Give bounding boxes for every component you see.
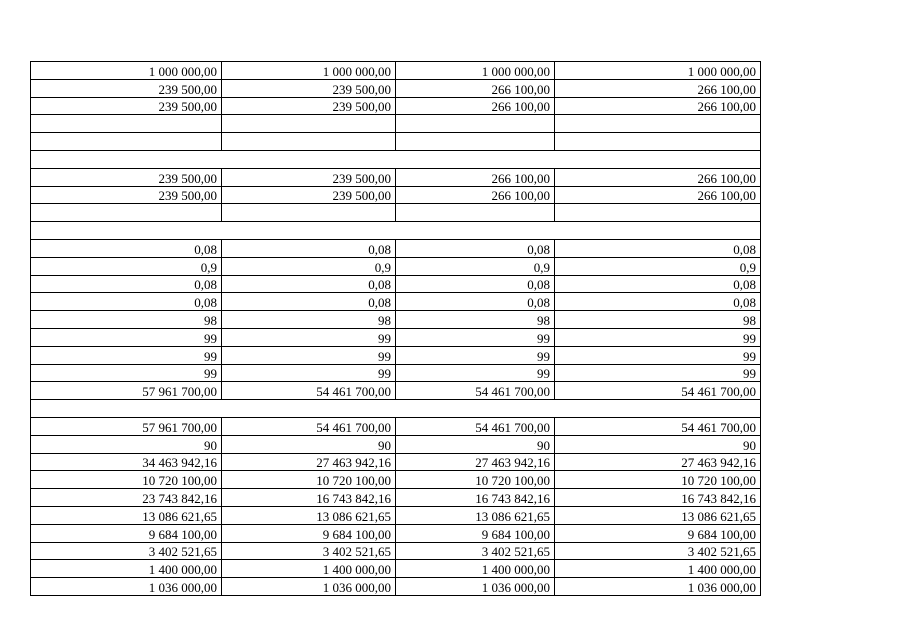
table-cell-col-2[interactable] [222, 133, 396, 151]
table-cell-col-2[interactable]: 239 500,00 [222, 79, 396, 97]
table-cell-col-3[interactable]: 1 036 000,00 [396, 578, 555, 596]
table-cell-col-2[interactable]: 54 461 700,00 [222, 417, 396, 435]
table-cell-col-3[interactable]: 13 086 621,65 [396, 506, 555, 524]
table-row [31, 506, 761, 524]
table-cell-col-3[interactable]: 0,08 [396, 239, 555, 257]
table-row [31, 168, 761, 186]
table-cell-col-1[interactable]: 1 000 000,00 [31, 62, 222, 80]
table-cell-col-1[interactable]: 99 [31, 364, 222, 382]
table-row [31, 382, 761, 400]
table-row [31, 62, 761, 80]
table-cell-col-2[interactable]: 16 743 842,16 [222, 489, 396, 507]
table-cell-col-3[interactable]: 16 743 842,16 [396, 489, 555, 507]
table-cell-col-3[interactable]: 1 400 000,00 [396, 560, 555, 578]
table-cell-col-3[interactable]: 99 [396, 328, 555, 346]
table-cell-col-4[interactable]: 266 100,00 [555, 168, 761, 186]
table-row [31, 435, 761, 453]
spreadsheet-table [30, 61, 761, 596]
table-cell-col-4[interactable] [555, 115, 761, 133]
table-row-spanning [31, 222, 761, 240]
table-cell-col-2[interactable]: 239 500,00 [222, 186, 396, 204]
table-cell-col-2[interactable]: 239 500,00 [222, 97, 396, 115]
table-cell-merged[interactable] [31, 150, 761, 168]
table-row [31, 275, 761, 293]
table-row [31, 417, 761, 435]
table-row [31, 364, 761, 382]
table-cell-col-1[interactable]: 57 961 700,00 [31, 417, 222, 435]
table-row [31, 489, 761, 507]
table-cell-col-1[interactable]: 57 961 700,00 [31, 382, 222, 400]
table-cell-col-3[interactable]: 0,08 [396, 275, 555, 293]
table-cell-col-4[interactable]: 0,08 [555, 293, 761, 311]
table-cell-col-4[interactable]: 3 402 521,65 [555, 542, 761, 560]
table-cell-col-1[interactable]: 239 500,00 [31, 97, 222, 115]
table-cell-col-2[interactable]: 54 461 700,00 [222, 382, 396, 400]
table-cell-col-3[interactable]: 0,08 [396, 293, 555, 311]
table-row [31, 293, 761, 311]
table-cell-col-3[interactable] [396, 204, 555, 222]
table-cell-col-4[interactable]: 27 463 942,16 [555, 453, 761, 471]
table-cell-col-3[interactable]: 3 402 521,65 [396, 542, 555, 560]
table-cell-col-3[interactable]: 266 100,00 [396, 186, 555, 204]
table-cell-col-3[interactable]: 99 [396, 364, 555, 382]
table-cell-col-3[interactable]: 54 461 700,00 [396, 417, 555, 435]
table-cell-col-1[interactable] [31, 133, 222, 151]
table-cell-col-1[interactable]: 99 [31, 328, 222, 346]
table-cell-col-4[interactable]: 13 086 621,65 [555, 506, 761, 524]
table-cell-col-1[interactable]: 0,9 [31, 257, 222, 275]
table-cell-col-2[interactable]: 1 036 000,00 [222, 578, 396, 596]
table-cell-col-4[interactable]: 54 461 700,00 [555, 382, 761, 400]
table-cell-col-1[interactable]: 1 036 000,00 [31, 578, 222, 596]
table-cell-col-2[interactable]: 98 [222, 311, 396, 329]
table-cell-col-4[interactable]: 9 684 100,00 [555, 524, 761, 542]
table-cell-col-4[interactable]: 99 [555, 328, 761, 346]
table-cell-col-1[interactable]: 99 [31, 346, 222, 364]
table-cell-col-1[interactable]: 3 402 521,65 [31, 542, 222, 560]
table-cell-col-2[interactable]: 0,08 [222, 239, 396, 257]
table-row [31, 560, 761, 578]
table-cell-col-3[interactable]: 266 100,00 [396, 168, 555, 186]
table-row [31, 346, 761, 364]
table-cell-col-3[interactable]: 266 100,00 [396, 79, 555, 97]
table-row [31, 524, 761, 542]
table-cell-col-4[interactable]: 266 100,00 [555, 79, 761, 97]
table-cell-col-2[interactable]: 0,08 [222, 293, 396, 311]
table-cell-col-3[interactable]: 0,9 [396, 257, 555, 275]
table-cell-col-1[interactable]: 239 500,00 [31, 79, 222, 97]
table-cell-col-4[interactable]: 90 [555, 435, 761, 453]
table-cell-col-1[interactable]: 13 086 621,65 [31, 506, 222, 524]
table-row [31, 97, 761, 115]
table-cell-col-1[interactable] [31, 204, 222, 222]
table-cell-col-4[interactable]: 266 100,00 [555, 97, 761, 115]
table-row [31, 471, 761, 489]
table-row [31, 311, 761, 329]
table-cell-col-1[interactable]: 0,08 [31, 239, 222, 257]
table-cell-col-2[interactable]: 9 684 100,00 [222, 524, 396, 542]
table-cell-col-2[interactable]: 0,08 [222, 275, 396, 293]
table-row-spanning [31, 400, 761, 418]
table-cell-col-3[interactable]: 98 [396, 311, 555, 329]
table-cell-col-3[interactable]: 99 [396, 346, 555, 364]
table-row [31, 186, 761, 204]
table-cell-col-2[interactable]: 0,9 [222, 257, 396, 275]
table-cell-col-4[interactable]: 266 100,00 [555, 186, 761, 204]
table-row [31, 328, 761, 346]
table-cell-col-4[interactable]: 10 720 100,00 [555, 471, 761, 489]
table-cell-col-3[interactable]: 10 720 100,00 [396, 471, 555, 489]
table-row [31, 204, 761, 222]
table-cell-merged[interactable] [31, 222, 761, 240]
table-cell-col-1[interactable]: 239 500,00 [31, 168, 222, 186]
table-body [31, 62, 761, 596]
table-row [31, 239, 761, 257]
table-cell-col-2[interactable] [222, 204, 396, 222]
table-row [31, 115, 761, 133]
table-cell-col-2[interactable]: 99 [222, 328, 396, 346]
table-cell-col-1[interactable]: 1 400 000,00 [31, 560, 222, 578]
table-cell-col-4[interactable]: 54 461 700,00 [555, 417, 761, 435]
table-row [31, 453, 761, 471]
table-cell-col-2[interactable]: 1 400 000,00 [222, 560, 396, 578]
table-cell-col-4[interactable]: 1 400 000,00 [555, 560, 761, 578]
table-cell-col-3[interactable]: 1 000 000,00 [396, 62, 555, 80]
table-cell-col-4[interactable]: 1 036 000,00 [555, 578, 761, 596]
table-cell-col-1[interactable]: 90 [31, 435, 222, 453]
table-cell-col-3[interactable]: 54 461 700,00 [396, 382, 555, 400]
table-cell-col-2[interactable]: 1 000 000,00 [222, 62, 396, 80]
table-cell-col-3[interactable] [396, 133, 555, 151]
table-cell-col-3[interactable]: 9 684 100,00 [396, 524, 555, 542]
table-row [31, 257, 761, 275]
table-cell-col-2[interactable]: 239 500,00 [222, 168, 396, 186]
table-cell-col-1[interactable]: 9 684 100,00 [31, 524, 222, 542]
table-row-spanning [31, 150, 761, 168]
table-cell-col-1[interactable]: 34 463 942,16 [31, 453, 222, 471]
table-row [31, 133, 761, 151]
table-cell-col-4[interactable]: 99 [555, 364, 761, 382]
table-cell-col-1[interactable]: 0,08 [31, 275, 222, 293]
table-cell-col-4[interactable]: 0,08 [555, 275, 761, 293]
table-cell-col-1[interactable] [31, 115, 222, 133]
table-row [31, 79, 761, 97]
table-cell-col-4[interactable]: 1 000 000,00 [555, 62, 761, 80]
table-cell-col-2[interactable]: 13 086 621,65 [222, 506, 396, 524]
table-cell-col-2[interactable]: 3 402 521,65 [222, 542, 396, 560]
table-cell-col-3[interactable] [396, 115, 555, 133]
table-cell-col-1[interactable]: 23 743 842,16 [31, 489, 222, 507]
table-cell-col-2[interactable]: 10 720 100,00 [222, 471, 396, 489]
table-cell-col-1[interactable]: 239 500,00 [31, 186, 222, 204]
table-cell-col-4[interactable] [555, 133, 761, 151]
table-cell-col-3[interactable]: 90 [396, 435, 555, 453]
table-cell-col-2[interactable]: 99 [222, 364, 396, 382]
table-cell-col-1[interactable]: 10 720 100,00 [31, 471, 222, 489]
table-cell-col-4[interactable] [555, 204, 761, 222]
table-cell-col-2[interactable]: 99 [222, 346, 396, 364]
table-cell-col-2[interactable] [222, 115, 396, 133]
table-cell-col-3[interactable]: 266 100,00 [396, 97, 555, 115]
table-cell-col-4[interactable]: 98 [555, 311, 761, 329]
table-cell-merged[interactable] [31, 400, 761, 418]
table-cell-col-3[interactable]: 27 463 942,16 [396, 453, 555, 471]
table-cell-col-2[interactable]: 90 [222, 435, 396, 453]
table-cell-col-1[interactable]: 98 [31, 311, 222, 329]
table-row [31, 542, 761, 560]
table-cell-col-4[interactable]: 99 [555, 346, 761, 364]
table-cell-col-4[interactable]: 0,9 [555, 257, 761, 275]
table-cell-col-1[interactable]: 0,08 [31, 293, 222, 311]
table-cell-col-4[interactable]: 0,08 [555, 239, 761, 257]
table-cell-col-2[interactable]: 27 463 942,16 [222, 453, 396, 471]
table-row [31, 578, 761, 596]
table-cell-col-4[interactable]: 16 743 842,16 [555, 489, 761, 507]
